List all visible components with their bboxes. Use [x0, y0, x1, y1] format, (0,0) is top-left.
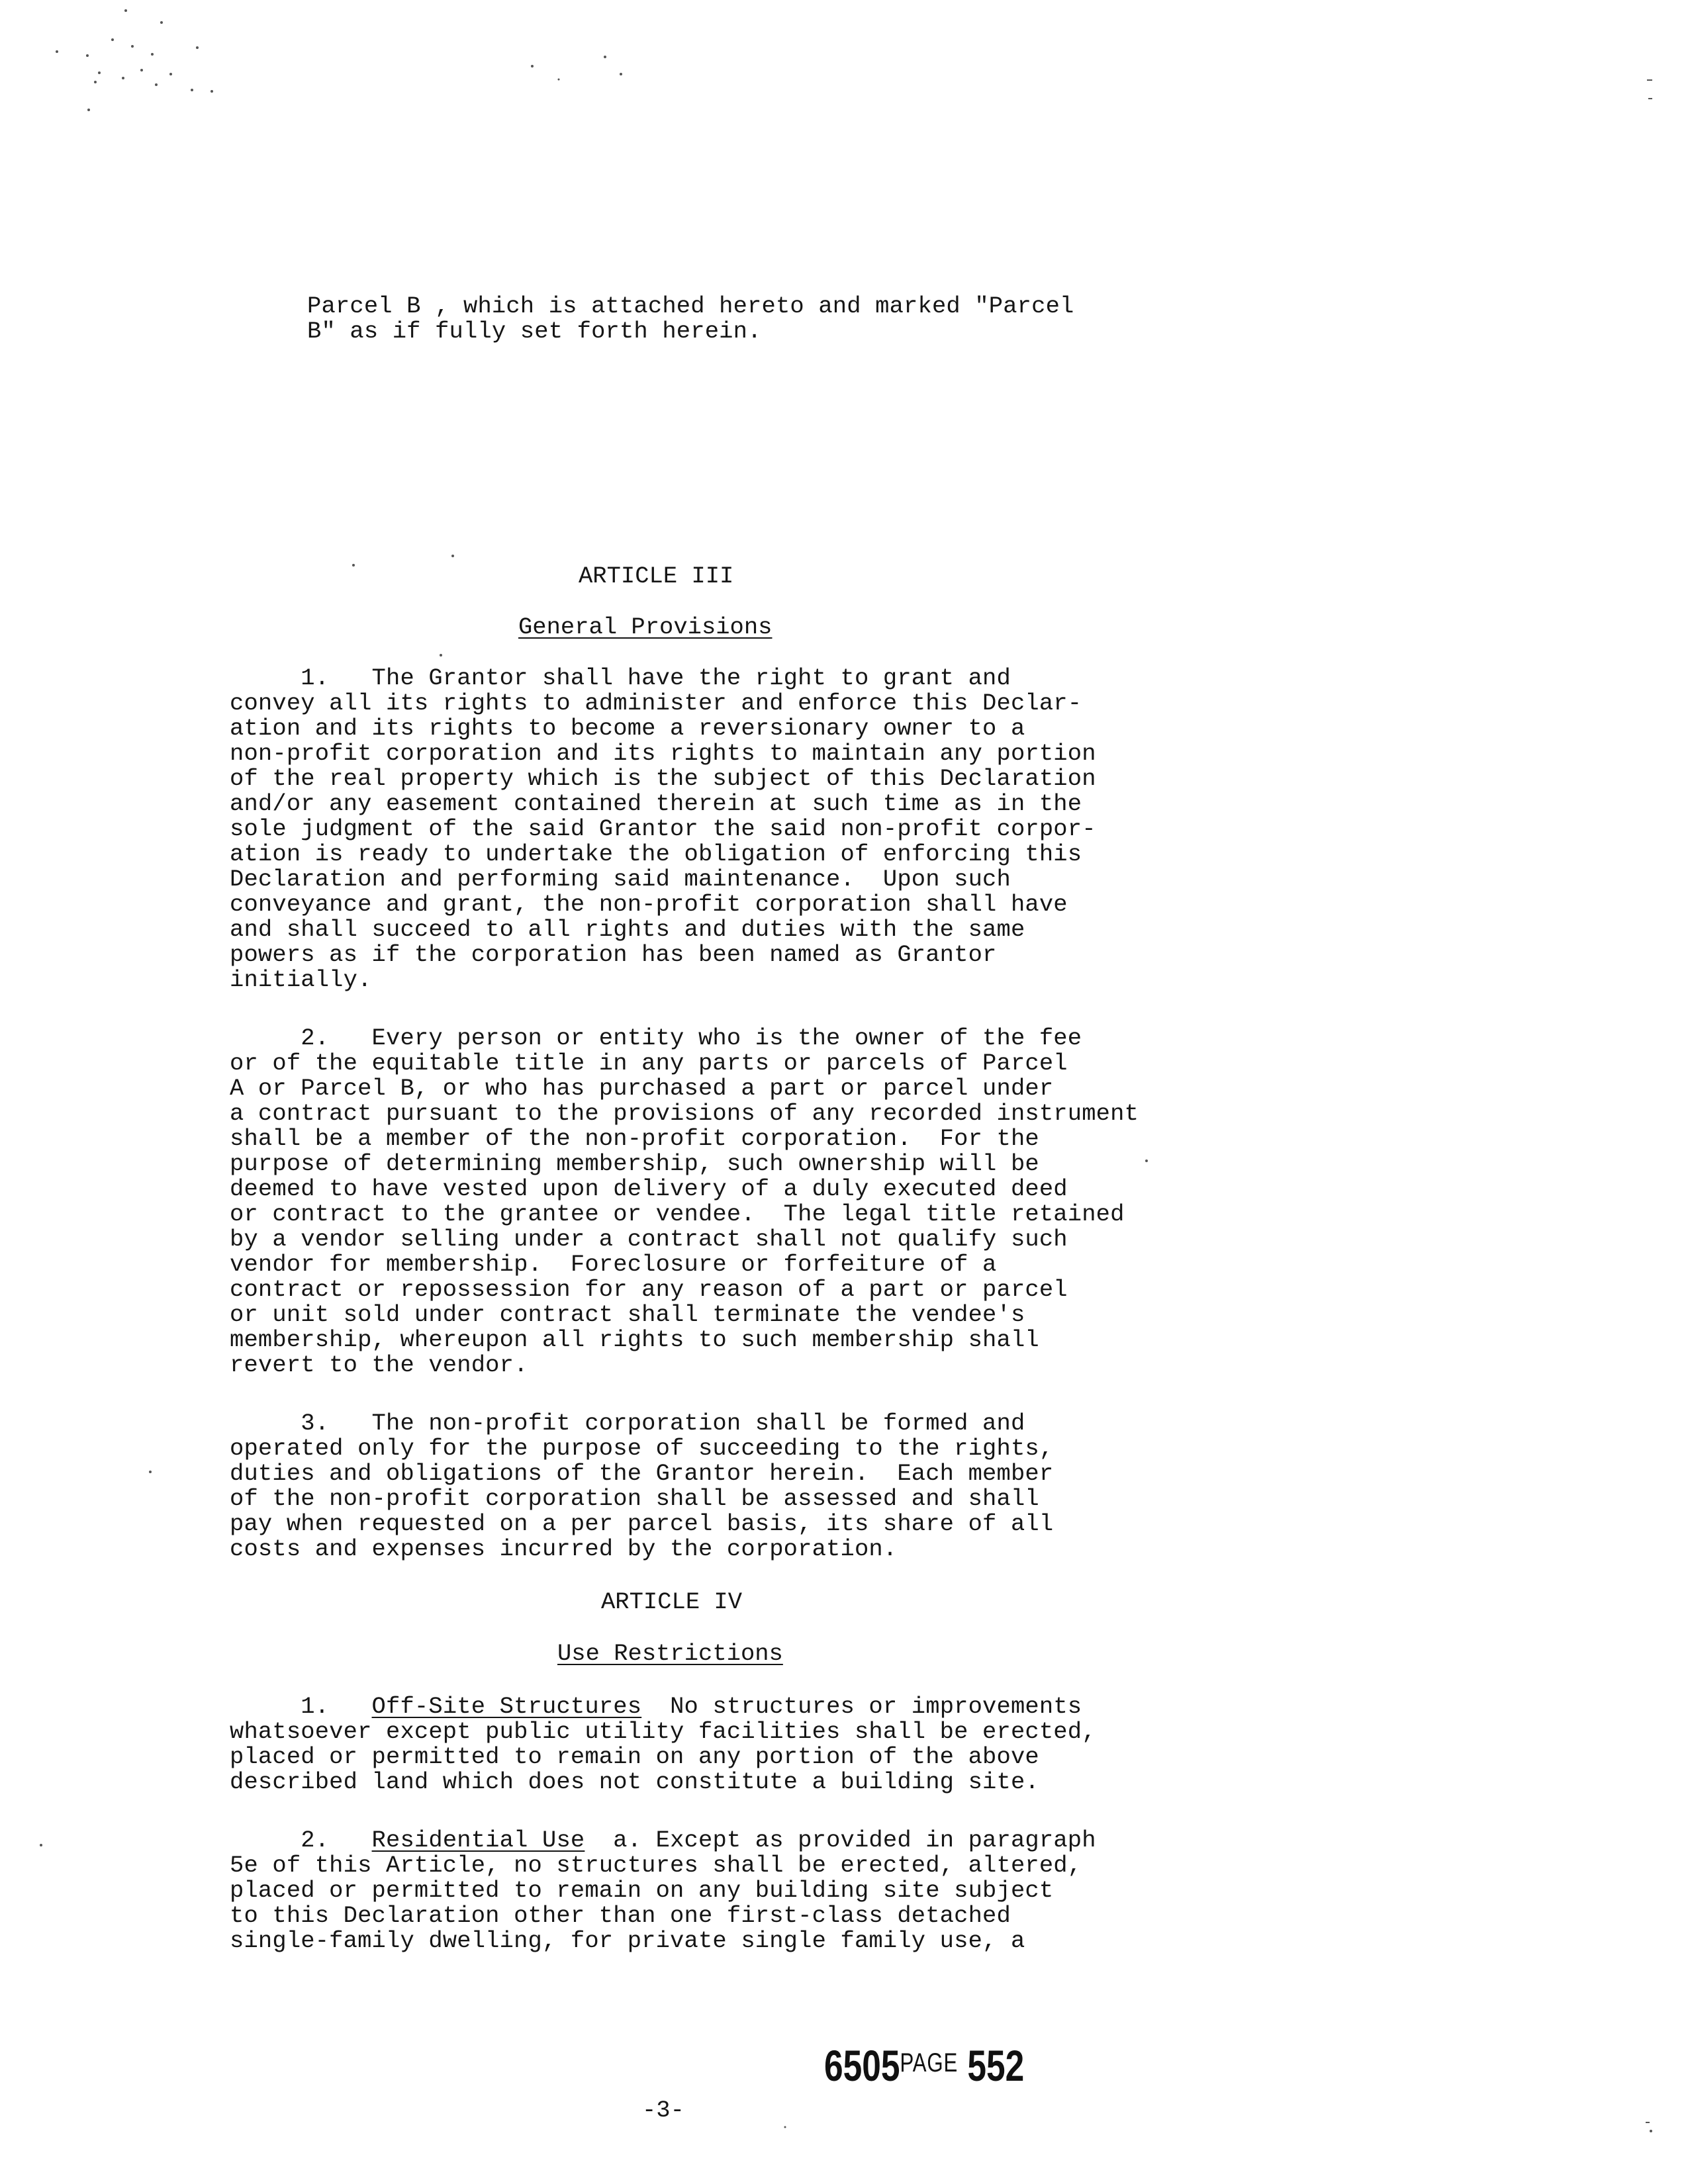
text-line: sole judgment of the said Grantor the said non-profit corpor- — [230, 815, 1096, 842]
text-line: placed or permitted to remain on any building site subject — [230, 1877, 1054, 1904]
article-3-subheading: General Provisions — [518, 614, 773, 641]
text-line: or contract to the grantee or vendee. The legal title retained — [230, 1201, 1125, 1228]
text-line: and shall succeed to all rights and duties with the same — [230, 916, 1025, 943]
book-number: 6505 — [824, 2041, 900, 2090]
text-line: or unit sold under contract shall terminate the vendee's — [230, 1301, 1025, 1328]
page-label: PAGE — [900, 2048, 959, 2077]
text-line: 3. The non-profit corporation shall be formed and — [230, 1410, 1025, 1437]
text-line: and/or any easement contained therein at such time as in the — [230, 790, 1082, 817]
text-line: to this Declaration other than one first-class detached — [230, 1902, 1011, 1929]
text-line: revert to the vendor. — [230, 1351, 528, 1379]
article-4-subheading: Use Restrictions — [557, 1640, 783, 1667]
text-line: 1. The Grantor shall have the right to grant and — [230, 664, 1011, 692]
text-line: described land which does not constitute a building site. — [230, 1768, 1039, 1796]
paragraph-number: 1. — [230, 1693, 372, 1720]
page-number: -3- — [642, 2097, 684, 2124]
text-line: initially. — [230, 966, 372, 993]
text-line: ation is ready to undertake the obligation of enforcing this — [230, 841, 1082, 868]
paragraph-text: a. Except as provided in paragraph — [585, 1827, 1096, 1854]
text-line: shall be a member of the non-profit corporation. For the — [230, 1125, 1039, 1152]
parcel-line-2: B" as if fully set forth herein. — [307, 318, 762, 345]
text-line: contract or repossession for any reason of a part or parcel — [230, 1276, 1068, 1303]
paragraph-text: No structures or improvements — [641, 1693, 1082, 1720]
article-4-heading: ARTICLE IV — [601, 1588, 743, 1615]
text-line: pay when requested on a per parcel basis, its share of all — [230, 1510, 1054, 1537]
text-line: powers as if the corporation has been named as Grantor — [230, 941, 997, 968]
text-line: single-family dwelling, for private single family use, a — [230, 1927, 1025, 1954]
text-line — [230, 1828, 1096, 1853]
text-line: purpose of determining membership, such ownership will be — [230, 1150, 1039, 1177]
text-line: operated only for the purpose of succeeding to the rights, — [230, 1435, 1054, 1462]
text-line: A or Parcel B, or who has purchased a part or parcel under — [230, 1075, 1054, 1102]
text-line: convey all its rights to administer and enforce this Declar- — [230, 690, 1082, 717]
text-line — [230, 1694, 1082, 1719]
text-line: costs and expenses incurred by the corporation. — [230, 1535, 898, 1563]
text-line: Declaration and performing said maintenance. Upon such — [230, 866, 1011, 893]
parcel-line-1: Parcel B , which is attached hereto and marked "Parcel — [307, 293, 1074, 320]
section-title-off-site-structures: Off-Site Structures — [371, 1693, 642, 1720]
text-line: deemed to have vested upon delivery of a duly executed deed — [230, 1175, 1068, 1203]
text-line: non-profit corporation and its rights to maintain any portion — [230, 740, 1096, 767]
text-line: duties and obligations of the Grantor herein. Each member — [230, 1460, 1054, 1487]
text-line: vendor for membership. Foreclosure or forfeiture of a — [230, 1251, 997, 1278]
text-line: conveyance and grant, the non-profit corporation shall have — [230, 891, 1068, 918]
section-title-residential-use: Residential Use — [371, 1827, 585, 1854]
text-line: by a vendor selling under a contract shall not qualify such — [230, 1226, 1068, 1253]
text-line: 2. Every person or entity who is the owner of the fee — [230, 1024, 1082, 1052]
text-line: a contract pursuant to the provisions of any recorded instrument — [230, 1100, 1139, 1127]
text-line: 5e of this Article, no structures shall be erected, altered, — [230, 1852, 1082, 1879]
text-line: ation and its rights to become a reversionary owner to a — [230, 715, 1025, 742]
text-line: placed or permitted to remain on any portion of the above — [230, 1743, 1039, 1770]
text-line: or of the equitable title in any parts or parcels of Parcel — [230, 1050, 1068, 1077]
page-number-stamp: 552 — [967, 2041, 1025, 2090]
text-line: of the non-profit corporation shall be assessed and shall — [230, 1485, 1039, 1512]
article-3-heading: ARTICLE III — [579, 563, 734, 590]
paragraph-number: 2. — [230, 1827, 372, 1854]
recording-stamp — [824, 2040, 1024, 2089]
text-line: whatsoever except public utility facilities shall be erected, — [230, 1718, 1096, 1745]
text-line: membership, whereupon all rights to such membership shall — [230, 1326, 1039, 1353]
text-line: of the real property which is the subject of this Declaration — [230, 765, 1096, 792]
